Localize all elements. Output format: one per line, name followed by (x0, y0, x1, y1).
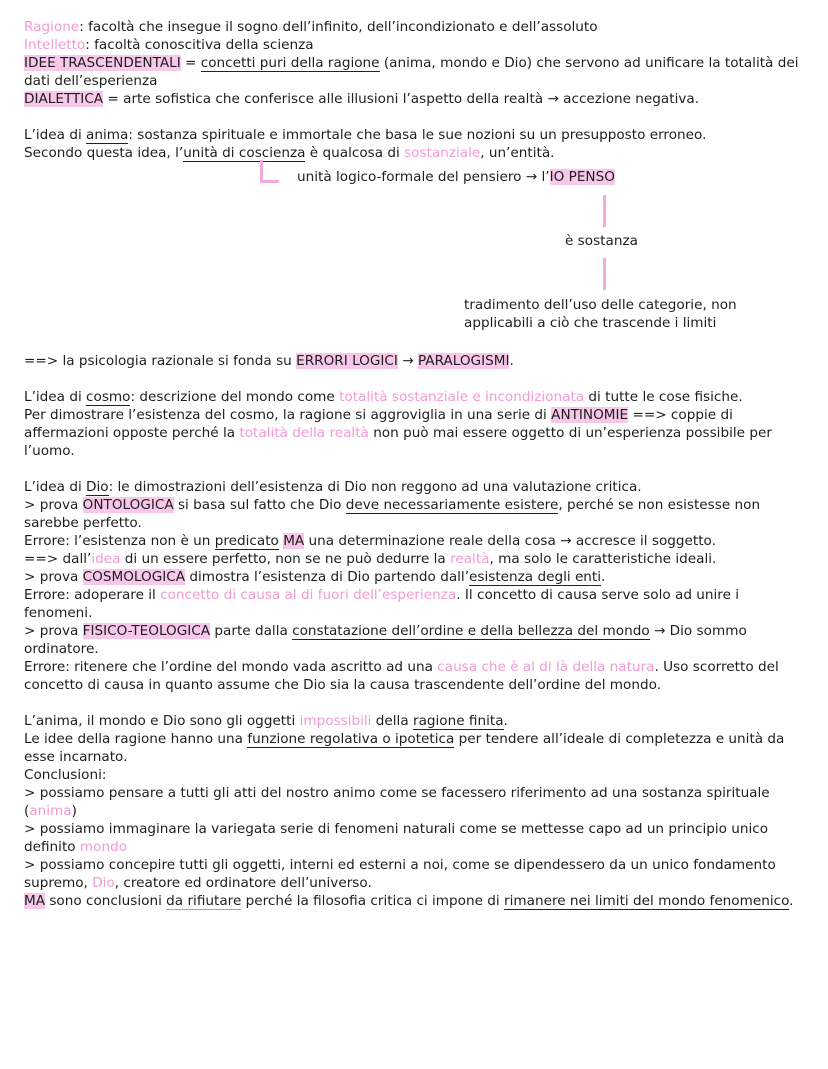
errore-cosmologica: Errore: adoperare il concetto di causa al di fuori dell’esperienza. Il concetto di causa serve solo ad unire i fenomeni. (24, 587, 740, 621)
connector-line (603, 258, 606, 290)
bracket-connector (260, 160, 279, 183)
anima-diagram (24, 162, 804, 352)
def-intelletto: Intelletto: facoltà conoscitiva della scienza (24, 37, 314, 53)
prova-cosmologica: > prova COSMOLOGICA dimostra l’esistenza di Dio partendo dall’esistenza degli enti. (24, 569, 606, 585)
cosmo-antinomie: Per dimostrare l’esistenza del cosmo, la ragione si aggroviglia in una serie di ANTINOMIE ==> coppie di affermazioni opposte perché la totalità della realtà non può mai essere oggetto di un’esperienza possibile per l’uomo. (24, 407, 772, 459)
dio-intro: L’idea di Dio: le dimostrazioni dell’esistenza di Dio non reggono ad una valutazione critica. (24, 479, 642, 495)
conclusione-mondo: > possiamo immaginare la variegata serie di fenomeni naturali come se mettesse capo ad un principio unico definito mondo (24, 821, 769, 855)
def-ragione: Ragione: facoltà che insegue il sogno dell’infinito, dell’incondizionato e dell’assoluto (24, 19, 598, 35)
diagram-io-penso: unità logico-formale del pensiero → l’IO PENSO (297, 169, 615, 185)
connector-line (603, 195, 606, 227)
errore-ontologica-deduzione: ==> dall’idea di un essere perfetto, non se ne può dedurre la realtà, ma solo le caratteristiche ideali. (24, 551, 717, 567)
term-intelletto: Intelletto (24, 37, 86, 53)
errore-fisico-teologica: Errore: ritenere che l’ordine del mondo vada ascritto ad una causa che è al di là della natura. Uso scorretto del concetto di causa in quanto assume che Dio sia la causa trascendente dell’ordine del mondo. (24, 659, 779, 693)
conclusione-anima: > possiamo pensare a tutti gli atti del nostro animo come se facessero riferimento ad una sostanza spirituale (anima) (24, 785, 770, 819)
anima-intro: L’idea di anima: sostanza spirituale e immortale che basa le sue nozioni su un presupposto erroneo. (24, 127, 707, 143)
def-dialettica: DIALETTICA = arte sofistica che conferisce alle illusioni l’aspetto della realtà → accezione negativa. (24, 91, 700, 107)
term-dialettica: DIALETTICA (24, 91, 104, 107)
cosmo-intro: L’idea di cosmo: descrizione del mondo come totalità sostanziale e incondizionata di tutte le cose fisiche. (24, 389, 743, 405)
anima-conclusion: ==> la psicologia razionale si fonda su ERRORI LOGICI → PARALOGISMI. (24, 353, 514, 369)
funzione-regolativa: Le idee della ragione hanno una funzione regolativa o ipotetica per tendere all’ideale di completezza e unità da esse incarnato. (24, 731, 785, 765)
term-idee-trascendentali: IDEE TRASCENDENTALI (24, 55, 181, 71)
def-idee-trascendentali: IDEE TRASCENDENTALI = concetti puri della ragione (anima, mondo e Dio) che servono ad unificare la totalità dei dati dell’esperienza (24, 55, 799, 89)
errore-ontologica: Errore: l’esistenza non è un predicato MA una determinazione reale della cosa → accresce il soggetto. (24, 533, 716, 549)
diagram-tradimento: tradimento dell’uso delle categorie, non applicabili a ciò che trascende i limiti (464, 297, 737, 331)
prova-fisico-teologica: > prova FISICO-TEOLOGICA parte dalla constatazione dell’ordine e della bellezza del mondo → Dio sommo ordinatore. (24, 623, 747, 657)
conclusione-finale: MA sono conclusioni da rifiutare perché la filosofia critica ci impone di rimanere nei limiti del mondo fenomenico. (24, 893, 794, 909)
oggetti-impossibili: L’anima, il mondo e Dio sono gli oggetti impossibili della ragione finita. (24, 713, 508, 729)
notes-page (24, 18, 804, 910)
prova-ontologica: > prova ONTOLOGICA si basa sul fatto che Dio deve necessariamente esistere, perché se non esistesse non sarebbe perfetto. (24, 497, 761, 531)
conclusioni-heading: Conclusioni: (24, 767, 107, 783)
diagram-sostanza: è sostanza (565, 233, 638, 249)
conclusione-dio: > possiamo concepire tutti gli oggetti, interni ed esterni a noi, come se dipendessero da un unico fondamento supremo, Dio, creatore ed ordinatore dell’universo. (24, 857, 776, 891)
term-ragione: Ragione (24, 19, 80, 35)
anima-unita: Secondo questa idea, l’unità di coscienza è qualcosa di sostanziale, un’entità. (24, 145, 555, 161)
